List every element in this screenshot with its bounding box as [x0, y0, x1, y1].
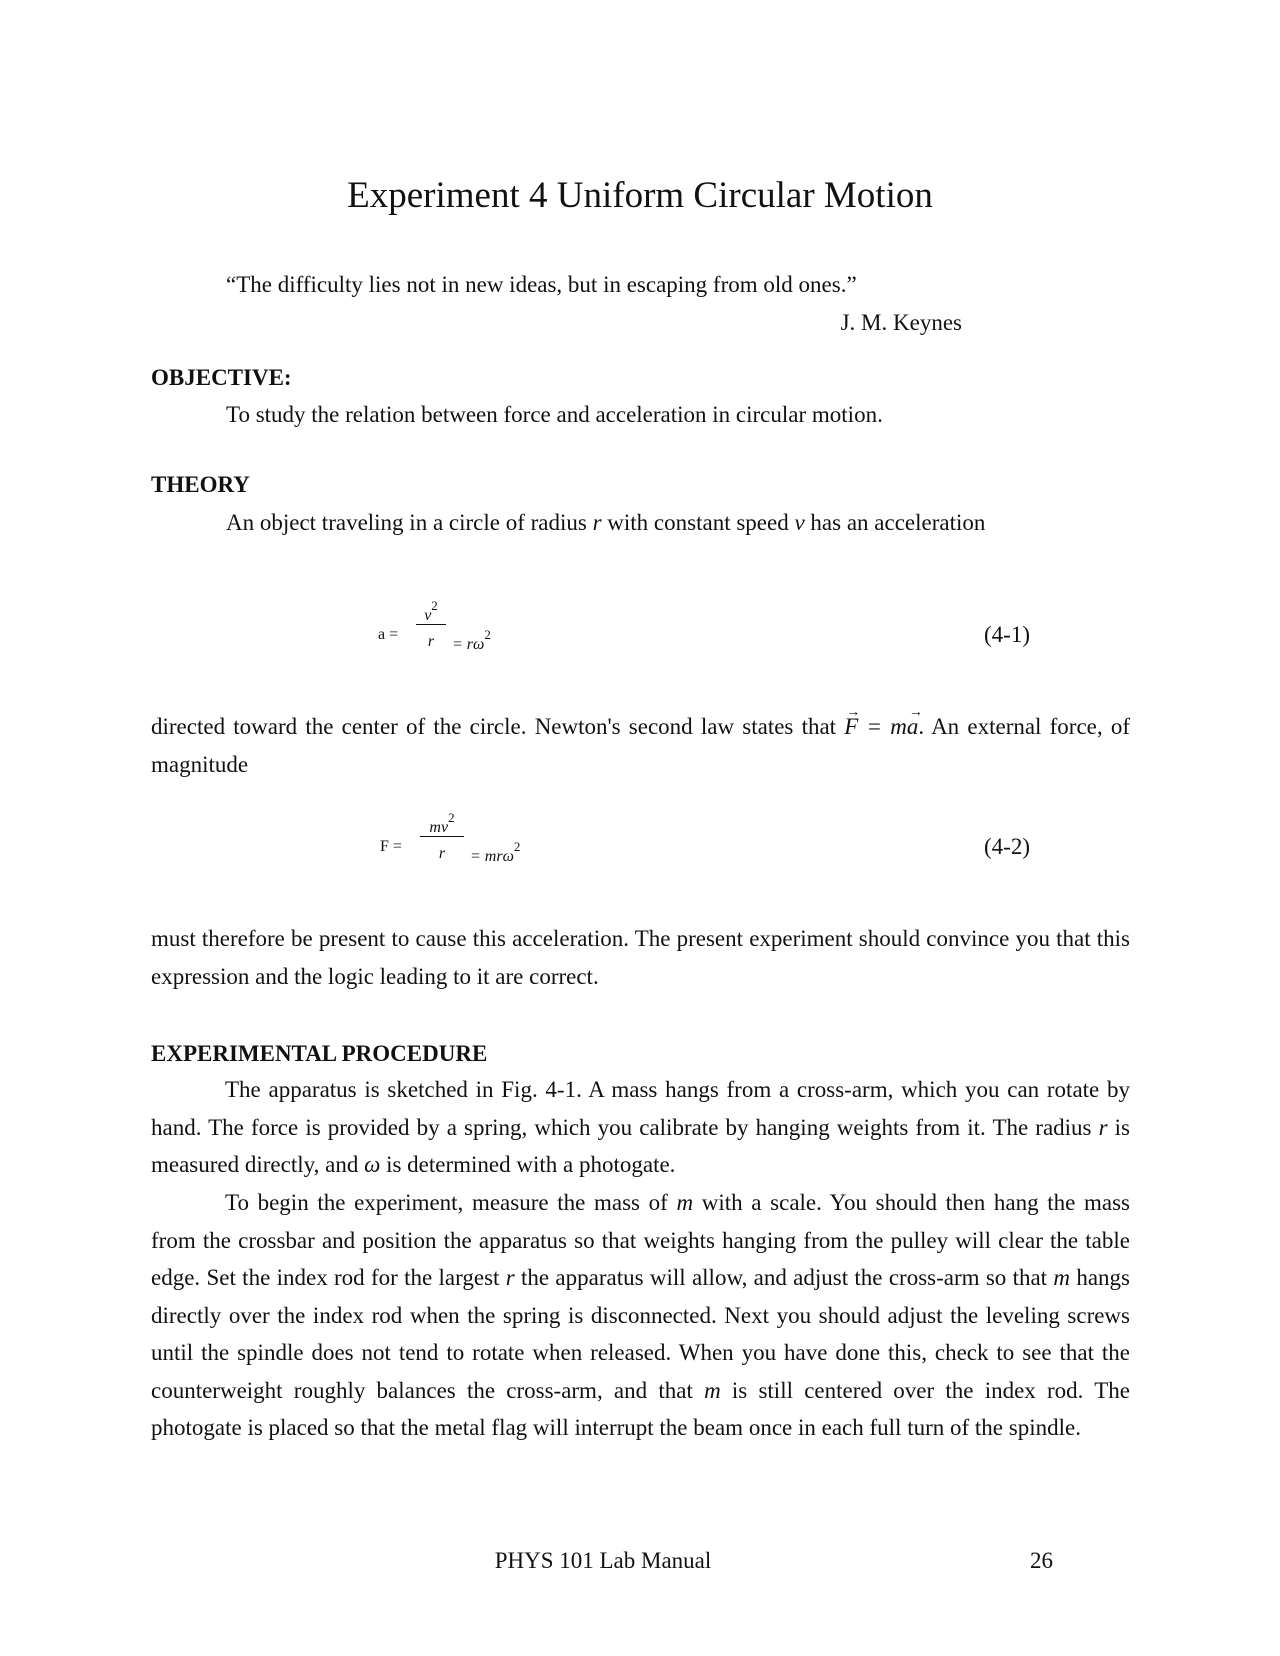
theory-paragraph-newton: [151, 708, 1130, 783]
procedure-paragraph-2: [151, 1184, 1130, 1447]
theory-paragraph-conclusion: must therefore be present to cause this acceleration. The present experiment should convince you that this expression and the logic leading to it are correct.: [151, 926, 1130, 989]
theory-text-part: directed toward the center of the circle. Newton's second law states that: [151, 714, 845, 739]
procedure-text-part: To begin the experiment, measure the mass of: [225, 1190, 677, 1215]
epigraph-author: J. M. Keynes: [840, 310, 962, 335]
footer-manual-title: PHYS 101 Lab Manual: [494, 1548, 712, 1573]
theory-intro-part: has an acceleration: [804, 510, 986, 535]
vector-F: → F: [844, 708, 858, 746]
procedure-text-part: is measured directly, and: [151, 1114, 1130, 1177]
eq2-numerator: [420, 802, 464, 834]
procedure-text-part: The apparatus is sketched in Fig. 4-1. A mass hangs from a cross-arm, which you can rotate by hand. The force is provided by a spring, which you calibrate by hanging weights from it. The radius: [151, 1077, 1130, 1140]
theory-intro: [226, 508, 985, 538]
variable-r: r: [592, 510, 602, 535]
procedure-text-part: is still centered over the index rod. The photogate is placed so that the metal flag will interrupt the beam once in each full turn of the spindle.: [151, 1377, 1130, 1440]
objective-heading: OBJECTIVE:: [151, 365, 292, 390]
theory-heading: THEORY: [151, 472, 250, 497]
theory-intro-part: An object traveling in a circle of radius: [226, 510, 593, 535]
procedure-text-part: the apparatus will allow, and adjust the cross-arm so that: [514, 1265, 1054, 1290]
eq1-rhs-exp: 2: [484, 627, 491, 642]
eq1-rhs: [452, 620, 491, 660]
procedure-text-part: with a scale. You should then hang the mass from the crossbar and position the apparatus so that weights hanging from the pulley will clear the table edge. Set the index rod for the largest: [151, 1190, 1130, 1290]
eq2-denominator: [420, 839, 464, 869]
procedure-text-part: is determined with a photogate.: [380, 1152, 676, 1177]
eq1-num-exp: 2: [431, 598, 438, 613]
eq2-num-exp: 2: [448, 810, 455, 825]
equation-4-1: [0, 590, 1280, 680]
equation-number-4-2: (4-2): [984, 834, 1030, 859]
variable-m: m: [676, 1190, 694, 1215]
eq2-den-var: r: [438, 845, 446, 862]
eq2-rhs-exp: 2: [513, 839, 521, 854]
eq1-lhs: a =: [378, 626, 399, 643]
eq2-rhs-expr: = mrω: [470, 848, 514, 865]
variable-m: m: [1053, 1265, 1071, 1290]
variable-r: r: [1098, 1114, 1108, 1140]
eq1-num-var: v: [424, 607, 432, 624]
fraction-bar: [416, 624, 446, 625]
page-title: Experiment 4 Uniform Circular Motion: [347, 175, 933, 216]
eq1-rhs-expr: = rω: [452, 636, 485, 653]
eq1-denominator: [416, 627, 446, 657]
procedure-text-part: hangs directly over the index rod when the spring is disconnected. Next you should adjust the leveling screws until the spindle does not tend to rotate when released. When you have done this, check to see that the counterweight roughly balances the cross-arm, and that: [151, 1265, 1130, 1403]
eq2-fraction: [420, 802, 464, 869]
eq1-numerator: [416, 590, 446, 622]
fraction-bar: [420, 836, 464, 837]
epigraph-quote: “The difficulty lies not in new ideas, but in escaping from old ones.”: [226, 272, 857, 297]
objective-text: To study the relation between force and acceleration in circular motion.: [226, 402, 883, 427]
eq2-lhs: F =: [380, 838, 402, 855]
vector-a: → a: [907, 708, 919, 746]
equation-4-2: [0, 802, 1280, 892]
variable-r: r: [505, 1265, 515, 1290]
theory-text-part: . An external force, of magnitude: [151, 714, 1130, 777]
newton-eq-mid: = m: [858, 714, 907, 739]
eq1-den-var: r: [427, 633, 435, 650]
variable-m: m: [704, 1377, 721, 1403]
eq2-rhs: [470, 832, 520, 872]
theory-intro-part: with constant speed: [601, 510, 795, 535]
variable-v: v: [794, 510, 805, 535]
eq1-fraction: [416, 590, 446, 657]
procedure-heading: EXPERIMENTAL PROCEDURE: [151, 1041, 488, 1066]
eq2-num-var: mv: [429, 819, 449, 836]
footer-page-number: 26: [1030, 1548, 1053, 1573]
equation-number-4-1: (4-1): [984, 622, 1030, 647]
variable-omega: ω: [364, 1152, 381, 1177]
procedure-paragraph-1: [151, 1071, 1130, 1184]
